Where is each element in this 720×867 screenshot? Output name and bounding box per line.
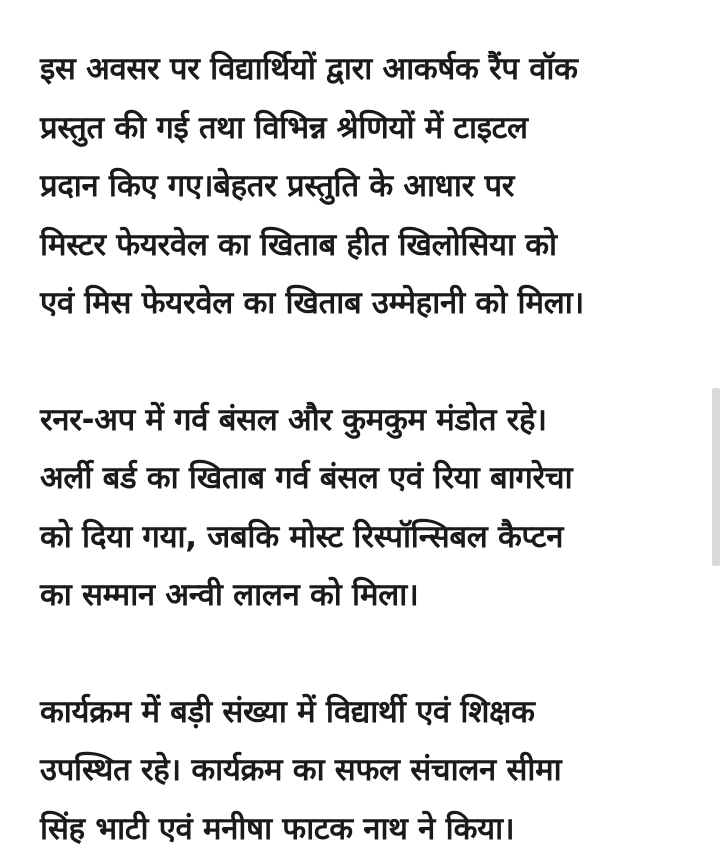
text-line: एवं मिस फेयरवेल का खिताब उम्मेहानी को मिला।	[40, 285, 584, 321]
paragraph-gap	[40, 333, 700, 391]
text-line: अर्ली बर्ड का खिताब गर्व बंसल एवं रिया बागरेचा	[40, 460, 573, 496]
text-line: सिंह भाटी एवं मनीषा फाटक नाथ ने किया।	[40, 810, 515, 847]
paragraph-1	[40, 40, 700, 333]
paragraph-gap	[40, 625, 700, 683]
text-line: को दिया गया, जबकि मोस्ट रिस्पॉन्सिबल कैप्टन	[40, 518, 564, 555]
scrollbar-thumb[interactable]	[712, 388, 720, 566]
text-line: इस अवसर पर विद्यार्थियों द्वारा आकर्षक रैंप वॉक	[40, 51, 578, 87]
text-line: प्रदान किए गए।बेहतर प्रस्तुति के आधार पर	[40, 168, 515, 204]
article-body	[40, 40, 700, 858]
paragraph-2	[40, 391, 700, 625]
text-line: उपस्थित रहे। कार्यक्रम का सफल संचालन सीमा	[40, 752, 562, 788]
paragraph-3	[40, 683, 700, 859]
text-line: का सम्मान अन्वी लालन को मिला।	[40, 577, 419, 613]
text-line: मिस्टर फेयरवेल का खिताब हीत खिलोसिया को	[40, 226, 557, 263]
text-line: कार्यक्रम में बड़ी संख्या में विद्यार्थी एवं शिक्षक	[40, 693, 535, 730]
text-line: रनर-अप में गर्व बंसल और कुमकुम मंडोत रहे।	[40, 401, 547, 438]
text-line: प्रस्तुत की गई तथा विभिन्न श्रेणियों में टाइटल	[40, 109, 528, 146]
